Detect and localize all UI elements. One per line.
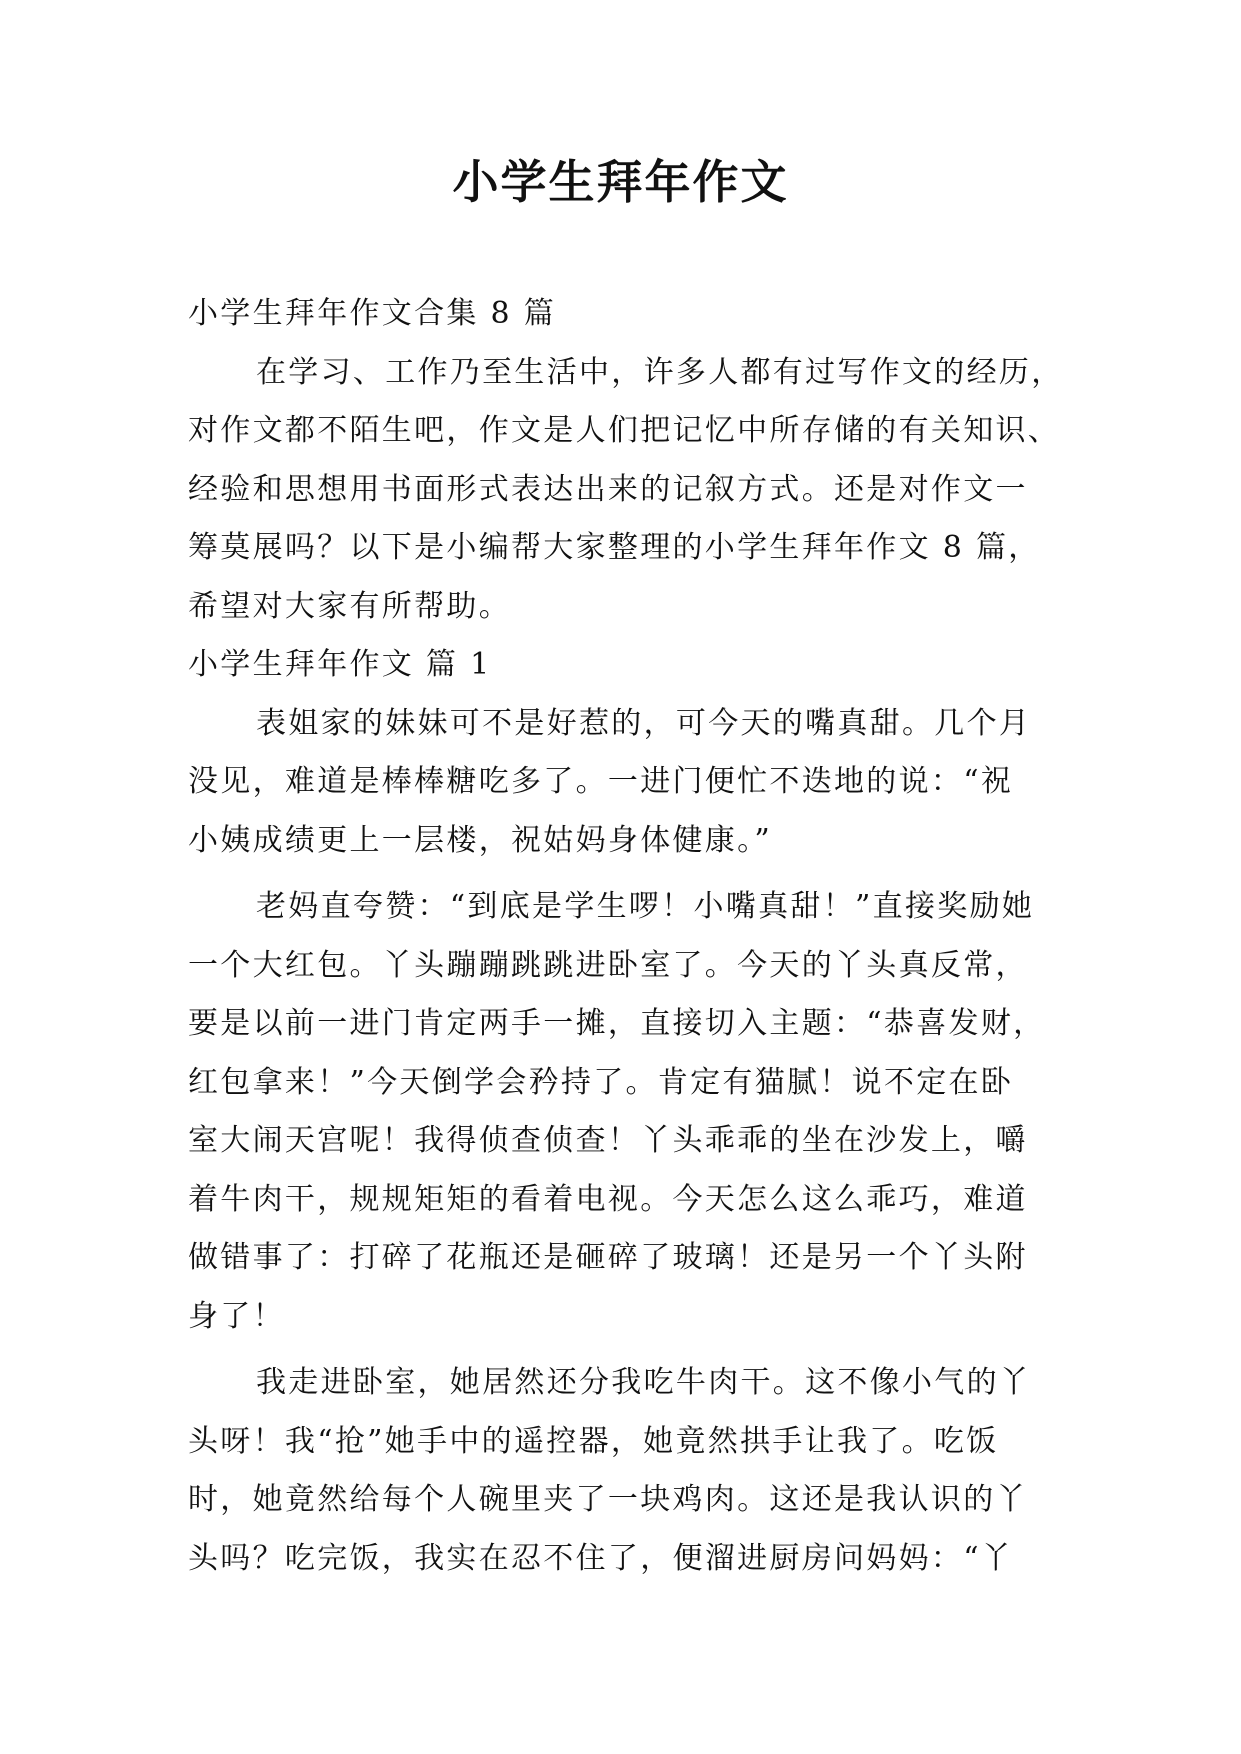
paragraph-line: 小姨成绩更上一层楼，祝姑妈身体健康。” [188,822,773,858]
document-title: 小学生拜年作文 [452,155,789,209]
paragraph-line: 做错事了：打碎了花瓶还是砸碎了玻璃！还是另一个丫头附 [188,1240,1028,1275]
paragraph-line: 头吗？吃完饭，我实在忍不住了，便溜进厨房问妈妈：“丫 [188,1540,1014,1576]
paragraph-line: 我走进卧室，她居然还分我吃牛肉干。这不像小气的丫 [256,1365,1032,1400]
intro-line: 经验和思想用书面形式表达出来的记叙方式。还是对作文一 [188,471,1028,507]
intro-line: 在学习、工作乃至生活中，许多人都有过写作文的经历， [256,354,1064,390]
section-heading: 小学生拜年作文 篇 1 [188,647,492,682]
paragraph-line: 要是以前一进门肯定两手一摊，直接切入主题：“恭喜发财， [188,1006,1046,1041]
intro-line: 对作文都不陌生吧，作文是人们把记忆中所存储的有关知识、 [188,413,1061,448]
paragraph-line: 着牛肉干，规规矩矩的看着电视。今天怎么这么乖巧，难道 [188,1181,1028,1217]
paragraph-line: 表姐家的妹妹可不是好惹的，可今天的嘴真甜。几个月 [256,705,1032,741]
paragraph-line: 没见，难道是棒棒糖吃多了。一进门便忙不迭地的说：“祝 [188,764,1014,799]
paragraph-line: 头呀！我“抢”她手中的遥控器，她竟然拱手让我了。吃饭 [188,1423,999,1459]
paragraph-line: 时，她竟然给每个人碗里夹了一块鸡肉。这还是我认识的丫 [188,1482,1028,1517]
paragraph-line: 一个大红包。丫头蹦蹦跳跳进卧室了。今天的丫头真反常， [188,947,1028,983]
intro-line: 筹莫展吗？以下是小编帮大家整理的小学生拜年作文 8 篇， [188,530,1041,565]
document-body [188,285,1064,1588]
paragraph-line: 红包拿来！”今天倒学会矜持了。肯定有猫腻！说不定在卧 [188,1064,1014,1100]
collection-heading: 小学生拜年作文合集 8 篇 [188,296,557,331]
intro-line: 希望对大家有所帮助。 [188,588,511,624]
paragraph-line: 室大闹天宫呢！我得侦查侦查！丫头乖乖的坐在沙发上，嚼 [188,1123,1028,1158]
paragraph-line: 老妈直夸赞：“到底是学生啰！小嘴真甜！”直接奖励她 [256,889,1035,924]
paragraph-line: 身了！ [188,1298,285,1334]
